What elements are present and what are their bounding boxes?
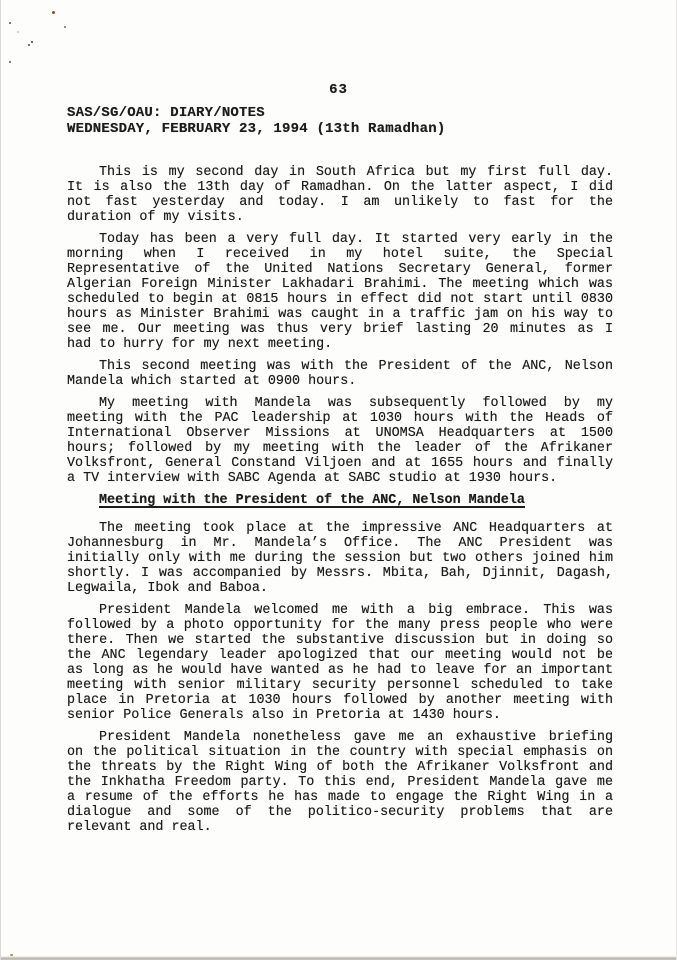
text-line: hours; followed by my meeting with the leader of the Afrikaner xyxy=(67,441,613,456)
paragraph xyxy=(67,359,613,389)
text-line: President Mandela welcomed me with a big embrace. This was xyxy=(99,603,613,618)
text-line: This is my second day in South Africa but my first full day. xyxy=(99,165,613,180)
text-line: the threats by the Right Wing of both the Afrikaner Volksfront and xyxy=(67,760,613,775)
scan-speckle xyxy=(31,41,33,43)
paragraph xyxy=(67,232,613,352)
text-line: It is also the 13th day of Ramadhan. On the latter aspect, I did xyxy=(67,180,613,195)
scan-speckle xyxy=(9,61,11,63)
text-line: This second meeting was with the President of the ANC, Nelson xyxy=(99,359,613,374)
header-date-line: WEDNESDAY, FEBRUARY 23, 1994 (13th Ramadhan) xyxy=(67,120,446,137)
scan-speckle xyxy=(52,11,55,14)
text-line: not fast yesterday and today. I am unlikely to fast for the xyxy=(67,195,613,210)
heading-text: Meeting with the President of the ANC, Nelson Mandela xyxy=(99,493,525,508)
paragraph xyxy=(67,396,613,486)
page-bottom-edge xyxy=(0,956,677,960)
header-reference-line: SAS/SG/OAU: DIARY/NOTES xyxy=(67,105,265,121)
text-line: there. Then we started the substantive discussion but in doing so xyxy=(67,633,613,648)
text-line: a resume of the efforts he has made to engage the Right Wing in a xyxy=(67,790,613,805)
text-line: scheduled to begin at 0815 hours in effect did not start until 0830 xyxy=(67,292,613,307)
text-line: Volksfront, General Constand Viljoen and at 1655 hours and finally xyxy=(67,456,613,471)
text-line: a TV interview with SABC Agenda at SABC studio at 1930 hours. xyxy=(67,471,558,486)
page-number: 63 xyxy=(329,82,348,98)
text-line: see me. Our meeting was thus very brief lasting 20 minutes as I xyxy=(67,322,613,337)
paragraph xyxy=(67,521,613,596)
scan-speckle xyxy=(28,44,30,46)
text-line xyxy=(67,493,613,508)
text-line: My meeting with Mandela was subsequently followed by my xyxy=(99,396,613,411)
text-line: senior Police Generals also in Pretoria at 1430 hours. xyxy=(67,708,501,723)
text-line: Representative of the United Nations Secretary General, former xyxy=(67,262,613,277)
document-header xyxy=(67,106,445,137)
text-line: the Inkhatha Freedom party. To this end, President Mandela gave me xyxy=(67,775,613,790)
text-line: Algerian Foreign Minister Lakhadari Brahimi. The meeting which was xyxy=(67,277,613,292)
text-line: Johannesburg in Mr. Mandela’s Office. The ANC President was xyxy=(67,536,613,551)
paragraph xyxy=(67,603,613,723)
paragraph xyxy=(67,165,613,225)
text-line: place in Pretoria at 1030 hours followed by another meeting with xyxy=(67,693,613,708)
text-line: had to hurry for my next meeting. xyxy=(67,337,333,352)
scan-speckle xyxy=(17,31,19,33)
text-line: duration of my visits. xyxy=(67,210,244,225)
page-left-edge xyxy=(0,0,1,960)
text-line: meeting with the PAC leadership at 1030 hours with the Heads of xyxy=(67,411,613,426)
paragraph xyxy=(67,730,613,835)
text-line: initially only with me during the session but two others joined him xyxy=(67,551,613,566)
text-line: Mandela which started at 0900 hours. xyxy=(67,374,357,389)
text-line: shortly. I was accompanied by Messrs. Mbita, Bah, Djinnit, Dagash, xyxy=(67,566,613,581)
text-line: dialogue and some of the politico-security problems that are xyxy=(67,805,613,820)
text-line: the ANC legendary leader apologized that our meeting would not be xyxy=(67,648,613,663)
section-heading xyxy=(67,493,613,508)
text-line: followed by a photo opportunity for the many press people who were xyxy=(67,618,613,633)
text-line: as long as he would have wanted as he had to leave for an important xyxy=(67,663,613,678)
text-line: hours as Minister Brahimi was caught in a traffic jam on his way to xyxy=(67,307,613,322)
text-line: on the political situation in the country with special emphasis on xyxy=(67,745,613,760)
document-body xyxy=(67,165,613,842)
text-line: President Mandela nonetheless gave me an exhaustive briefing xyxy=(99,730,613,745)
text-line: The meeting took place at the impressive ANC Headquarters at xyxy=(99,521,613,536)
text-line: meeting with senior military security personnel scheduled to take xyxy=(67,678,613,693)
text-line: Legwaila, Ibok and Baboa. xyxy=(67,581,268,596)
text-line: morning when I received in my hotel suite, the Special xyxy=(67,247,613,262)
text-line: International Observer Missions at UNOMSA Headquarters at 1500 xyxy=(67,426,613,441)
text-line: relevant and real. xyxy=(67,820,212,835)
text-line: Today has been a very full day. It started very early in the xyxy=(99,232,613,247)
scan-speckle xyxy=(9,22,11,24)
scan-speckle xyxy=(64,26,66,28)
